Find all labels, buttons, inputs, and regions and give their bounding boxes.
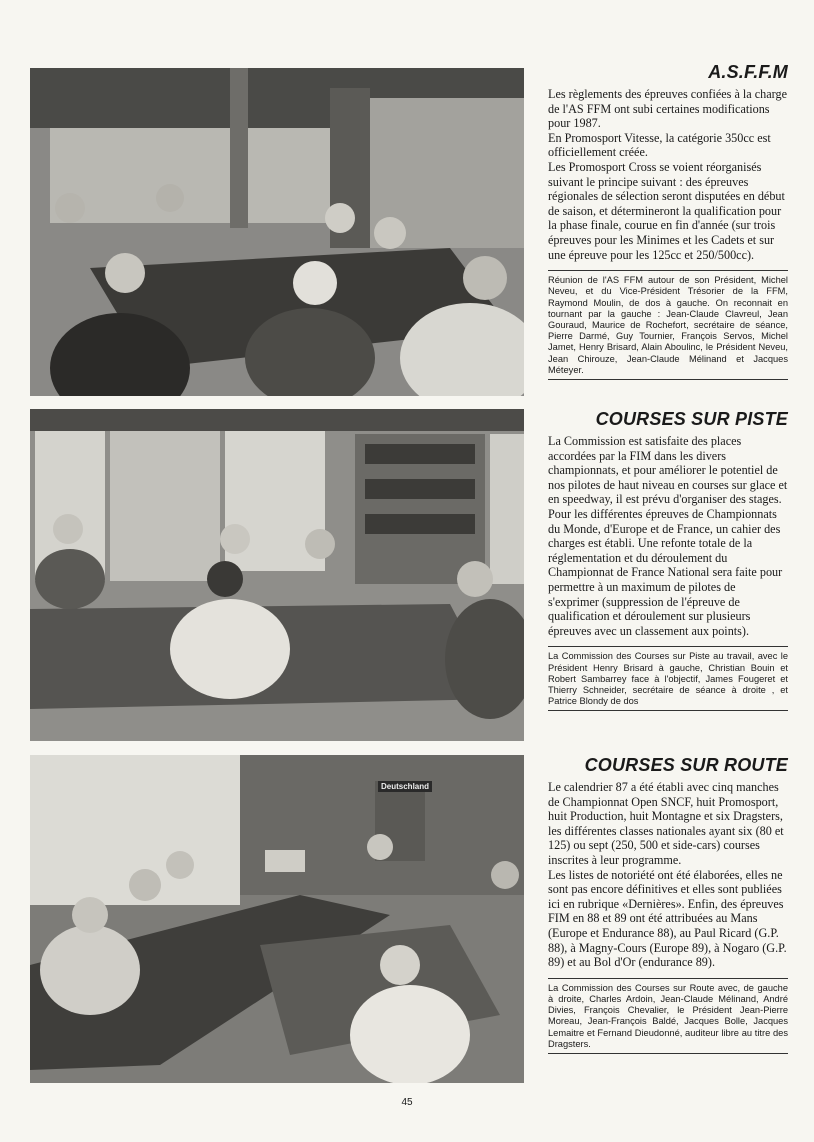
section-body	[548, 780, 788, 970]
photo-courses-sur-route	[30, 755, 524, 1083]
section-courses-sur-piste	[548, 409, 788, 711]
paragraph: En Promosport Vitesse, la catégorie 350cc est officiellement créée.	[548, 130, 771, 160]
paragraph: Les listes de notoriété ont été élaborées, elles ne sont pas encore définitives et elles sont publiées ici en rubrique «Dernières». Enfin, des épreuves FIM en 88 et 89 ont été attribuées au Mans (Europe et Endurance 88), au Paul Ricard (G.P. 88), à Magny-Cours (Europe 89), à Nogaro (G.P. 89) et au Bol d'Or (endurance 89).	[548, 867, 787, 970]
caption-box	[548, 646, 788, 711]
photo-courses-sur-piste	[30, 409, 524, 741]
photo-caption: La Commission des Courses sur Route avec, de gauche à droite, Charles Ardoin, Jean-Claude Mélinand, André Divies, François Chevalier, le Président Jean-Pierre Moreau, Jean-François Baldé, Jacques Bolle, Jacques Lemaitre et Fernand Dieudonné, auditeur libre au titre des Dragsters.	[548, 982, 788, 1049]
photo-asffm-meeting	[30, 68, 524, 396]
section-asffm	[548, 62, 788, 380]
page-number: 45	[401, 1097, 413, 1108]
section-courses-sur-route	[548, 755, 788, 1054]
paragraph: Pour les différentes épreuves de Championnats du Monde, d'Europe et de France, un cahier des charges est établi. Une refonte totale de la réglementation et du déroulement du Championnat de France National sera faite pour permettre à un maximum de pilotes de s'exprimer (suppression de l'épreuve de qualification et déroulement sur plusieurs épreuves avec un classement aux points).	[548, 506, 783, 638]
section-heading: A.S.F.F.M	[708, 62, 788, 82]
deutschland-sign: Deutschland	[378, 781, 432, 792]
photo-caption: La Commission des Courses sur Piste au travail, avec le Président Henry Brisard à gauche, Christian Bouin et Robert Sambarrey face à l'objectif, James Fougeret et Thierry Schneider, secrétaire de séance à droite , et Patrice Blondy de dos	[548, 651, 788, 707]
section-body	[548, 87, 788, 262]
section-heading: COURSES SUR PISTE	[595, 409, 788, 429]
caption-box	[548, 978, 788, 1054]
paragraph: Les Promosport Cross se voient réorganisés suivant le principe suivant : des épreuves régionales de sélection seront disputées en début de saison, et détermineront la qualification pour la phase finale, courue en fin d'année (sur trois épreuves pour les Minimes et les Cadets et sur une épreuve pour les 125cc et 250/500cc).	[548, 159, 785, 262]
paragraph: Le calendrier 87 a été établi avec cinq manches de Championnat Open SNCF, huit Promosport, huit Production, huit Montagne et six Dragsters, les différentes classes nationales ayant six (80 et 125) ou sept (250, 500 et side-cars) courses inscrites à leur programme.	[548, 780, 784, 867]
paragraph: Les règlements des épreuves confiées à la charge de l'AS FFM ont subi certaines modifications pour 1987.	[548, 87, 788, 131]
photo-caption: Réunion de l'AS FFM autour de son Président, Michel Neveu, et du Vice-Président Trésorier de la FFM, Raymond Moulin, de dos à gauche. On reconnait en tournant par la gauche : Jean-Claude Clavreul, Jean Gouraud, Maurice de Rochefort, secrétaire de séance, Pierre Darmé, Guy Tournier, François Servos, Michel Jamet, Henry Brisard, Alain Aboulinc, le Président Neveu, Jean Chirouze, Jean-Claude Mélinand et Jacques Méteyer.	[548, 275, 788, 375]
caption-box	[548, 270, 788, 380]
paragraph: La Commission est satisfaite des places accordées par la FIM dans les divers championnats, et pour améliorer le potentiel de nos pilotes de haut niveau en courses sur glace et en speedway, il est prévu d'organiser des stages.	[548, 434, 788, 507]
section-heading: COURSES SUR ROUTE	[584, 755, 788, 775]
section-body	[548, 434, 788, 638]
